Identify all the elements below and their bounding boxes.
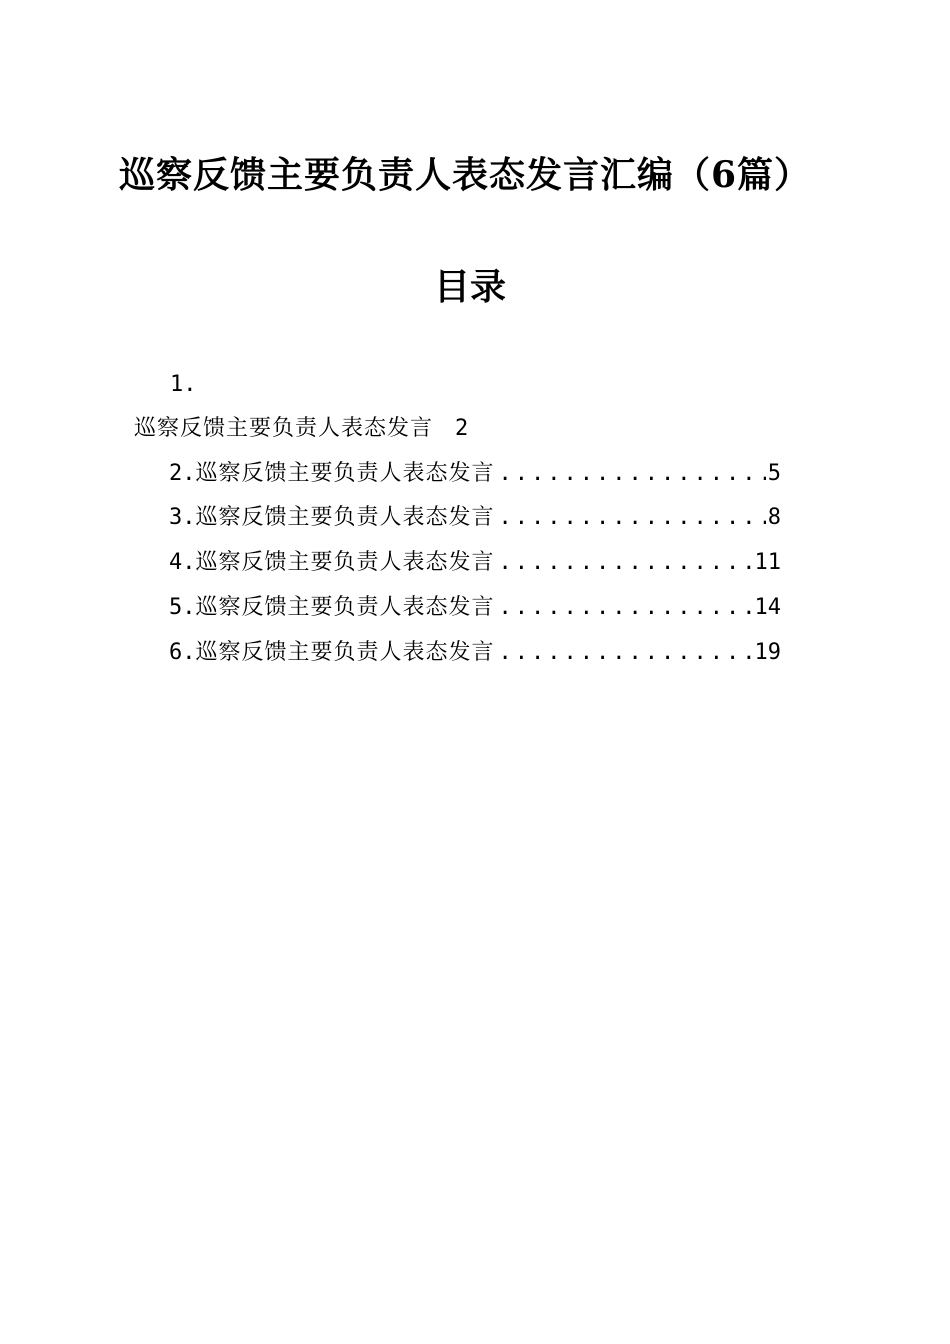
toc-item-number: 3.	[169, 505, 196, 530]
toc-item-text: 巡察反馈主要负责人表态发言	[195, 505, 495, 530]
toc-item-1-text: 巡察反馈主要负责人表态发言	[134, 416, 434, 441]
toc-item-6[interactable]	[169, 638, 781, 668]
toc-item-number: 4.	[169, 550, 196, 575]
toc-item-2[interactable]	[169, 459, 781, 489]
toc-leader-dots	[499, 638, 753, 668]
toc-item-number: 2.	[169, 461, 196, 486]
toc-leader-dots	[499, 459, 766, 489]
toc-item-text: 巡察反馈主要负责人表态发言	[195, 640, 495, 665]
toc-item-4[interactable]	[169, 548, 781, 578]
toc-item-text: 巡察反馈主要负责人表态发言	[195, 550, 495, 575]
toc-item-number: 6.	[169, 640, 196, 665]
toc-item-text: 巡察反馈主要负责人表态发言	[195, 461, 495, 486]
toc-item-page: 8	[767, 505, 781, 530]
toc-item-5[interactable]	[169, 593, 781, 623]
toc-item-page: 19	[754, 640, 781, 665]
toc-leader-dots	[499, 503, 766, 533]
toc-item-1-page: 2	[455, 416, 470, 441]
toc-item-page: 11	[754, 550, 781, 575]
toc-item-text: 巡察反馈主要负责人表态发言	[195, 595, 495, 620]
toc-item-3[interactable]	[169, 503, 781, 533]
toc-leader-dots	[499, 548, 753, 578]
toc-item-1[interactable]	[134, 414, 469, 444]
document-title: 巡察反馈主要负责人表态发言汇编（6篇）	[118, 154, 812, 196]
toc-item-page: 14	[754, 595, 781, 620]
toc-leader-dots	[499, 593, 753, 623]
toc-item-page: 5	[767, 461, 781, 486]
toc-item-1-number[interactable]: 1.	[170, 372, 197, 397]
toc-item-number: 5.	[169, 595, 196, 620]
toc-heading: 目录	[433, 266, 506, 308]
